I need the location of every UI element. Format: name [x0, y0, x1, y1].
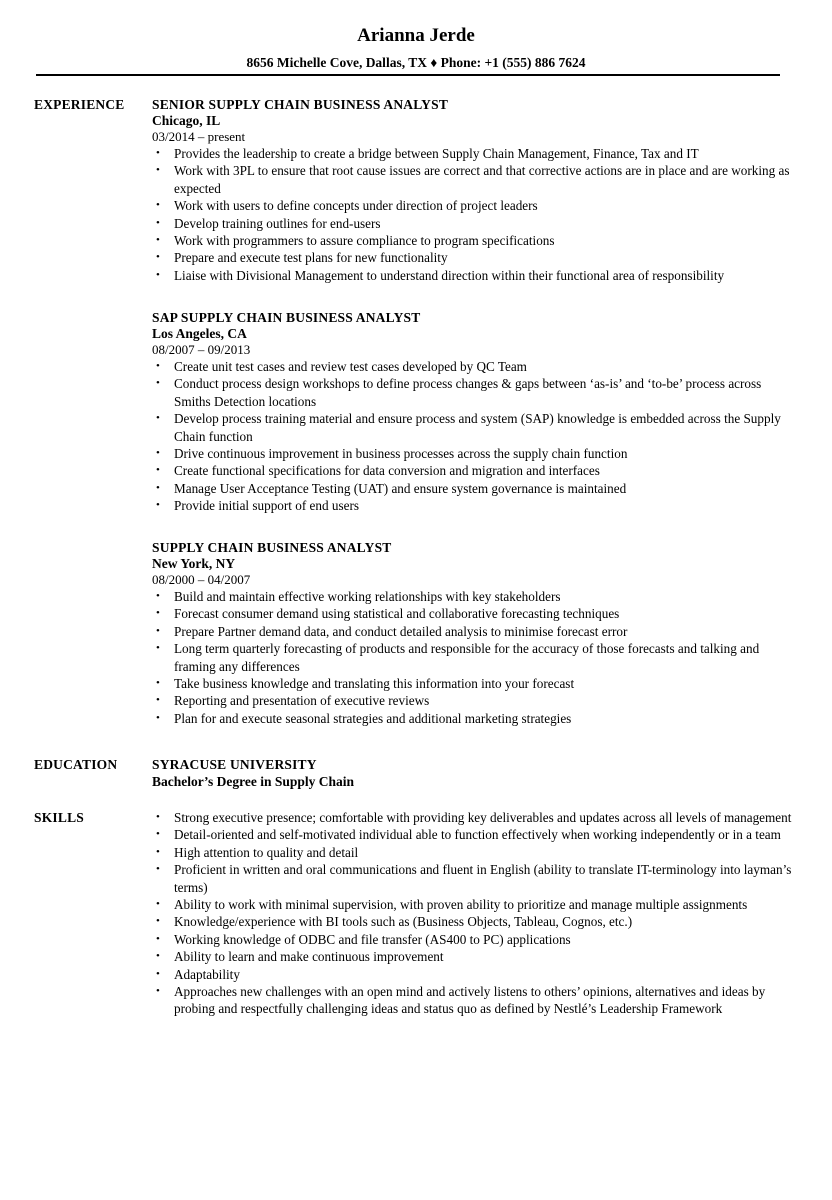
list-item: • Provides the leadership to create a bridge between Supply Chain Management, Finance, Tax and IT	[156, 146, 699, 161]
list-item: • Build and maintain effective working relationships with key stakeholders	[156, 589, 561, 604]
job-bullets	[152, 358, 792, 515]
skills-list	[152, 809, 792, 1018]
school-name: SYRACUSE UNIVERSITY	[152, 757, 317, 772]
experience-heading: EXPERIENCE	[34, 97, 125, 112]
list-item: • Provide initial support of end users	[156, 498, 359, 514]
list-item: • Strong executive presence; comfortable with providing key deliverables and updates across all levels of management	[156, 810, 792, 825]
job-entry	[152, 539, 792, 727]
job-bullets	[152, 588, 792, 727]
list-item: • Create unit test cases and review test cases developed by QC Team	[156, 359, 527, 374]
list-item: • Reporting and presentation of executive reviews	[156, 693, 430, 709]
list-item: • Liaise with Divisional Management to understand direction within their functional area of responsibility	[156, 267, 725, 283]
job-bullets	[152, 145, 792, 284]
list-item: • Conduct process design workshops to define process changes & gaps between ‘as-is’ and ‘to-be’ process across Smiths Detection locations	[156, 376, 762, 409]
list-item: • Approaches new challenges with an open mind and actively listens to others’ opinions, alternatives and ideas by probing and respectfully challenging ideas and status quo as defined by Nestlé’s Leadership Framework	[156, 984, 766, 1017]
list-item: • Long term quarterly forecasting of products and responsible for the accuracy of those forecasts and talking and framing any differences	[156, 641, 760, 674]
job-entry	[152, 96, 792, 284]
job-location: Chicago, IL	[152, 113, 221, 128]
job-dates: 08/2007 – 09/2013	[152, 342, 251, 357]
list-item: • Develop training outlines for end-users	[156, 215, 381, 231]
list-item: • Create functional specifications for data conversion and migration and interfaces	[156, 463, 600, 479]
job-title: SUPPLY CHAIN BUSINESS ANALYST	[152, 540, 392, 555]
job-location: Los Angeles, CA	[152, 326, 247, 341]
header-divider	[36, 74, 780, 76]
list-item: • Knowledge/experience with BI tools such as (Business Objects, Tableau, Cognos, etc.)	[156, 914, 633, 930]
list-item: • Adaptability	[156, 966, 240, 982]
list-item: • Forecast consumer demand using statistical and collaborative forecasting techniques	[156, 606, 620, 622]
list-item: • High attention to quality and detail	[156, 844, 359, 860]
education-body	[152, 756, 792, 791]
contact-line: 8656 Michelle Cove, Dallas, TX ♦ Phone: +1 (555) 886 7624	[246, 55, 586, 70]
list-item: • Develop process training material and ensure process and system (SAP) knowledge is embedded across the Supply Chain function	[156, 411, 781, 444]
list-item: • Working knowledge of ODBC and file transfer (AS400 to PC) applications	[156, 931, 571, 947]
job-title: SAP SUPPLY CHAIN BUSINESS ANALYST	[152, 310, 421, 325]
skills-heading: SKILLS	[34, 810, 84, 825]
list-item: • Work with users to define concepts under direction of project leaders	[156, 198, 538, 214]
job-dates: 08/2000 – 04/2007	[152, 572, 251, 587]
candidate-name: Arianna Jerde	[357, 25, 475, 46]
list-item: • Plan for and execute seasonal strategies and additional marketing strategies	[156, 710, 572, 726]
list-item: • Prepare Partner demand data, and conduct detailed analysis to minimise forecast error	[156, 623, 628, 639]
list-item: • Detail-oriented and self-motivated individual able to function effectively when working independently or in a team	[156, 827, 781, 843]
list-item: • Manage User Acceptance Testing (UAT) and ensure system governance is maintained	[156, 480, 627, 496]
list-item: • Ability to learn and make continuous improvement	[156, 949, 444, 965]
skills-body	[152, 809, 792, 1018]
degree: Bachelor’s Degree in Supply Chain	[152, 774, 355, 789]
list-item: • Proficient in written and oral communications and fluent in English (ability to translate IT-terminology into layman’s terms)	[156, 862, 792, 895]
list-item: • Prepare and execute test plans for new functionality	[156, 250, 448, 266]
education-heading: EDUCATION	[34, 757, 118, 772]
list-item: • Work with 3PL to ensure that root cause issues are correct and that corrective actions are in place and are working as expected	[156, 163, 790, 196]
list-item: • Work with programmers to assure compliance to program specifications	[156, 233, 555, 249]
job-dates: 03/2014 – present	[152, 129, 246, 144]
job-location: New York, NY	[152, 556, 236, 571]
list-item: • Drive continuous improvement in business processes across the supply chain function	[156, 446, 628, 462]
job-entry	[152, 309, 792, 515]
list-item: • Take business knowledge and translating this information into your forecast	[156, 676, 575, 692]
list-item: • Ability to work with minimal supervision, with proven ability to prioritize and manage multiple assignments	[156, 897, 748, 913]
job-title: SENIOR SUPPLY CHAIN BUSINESS ANALYST	[152, 97, 449, 112]
